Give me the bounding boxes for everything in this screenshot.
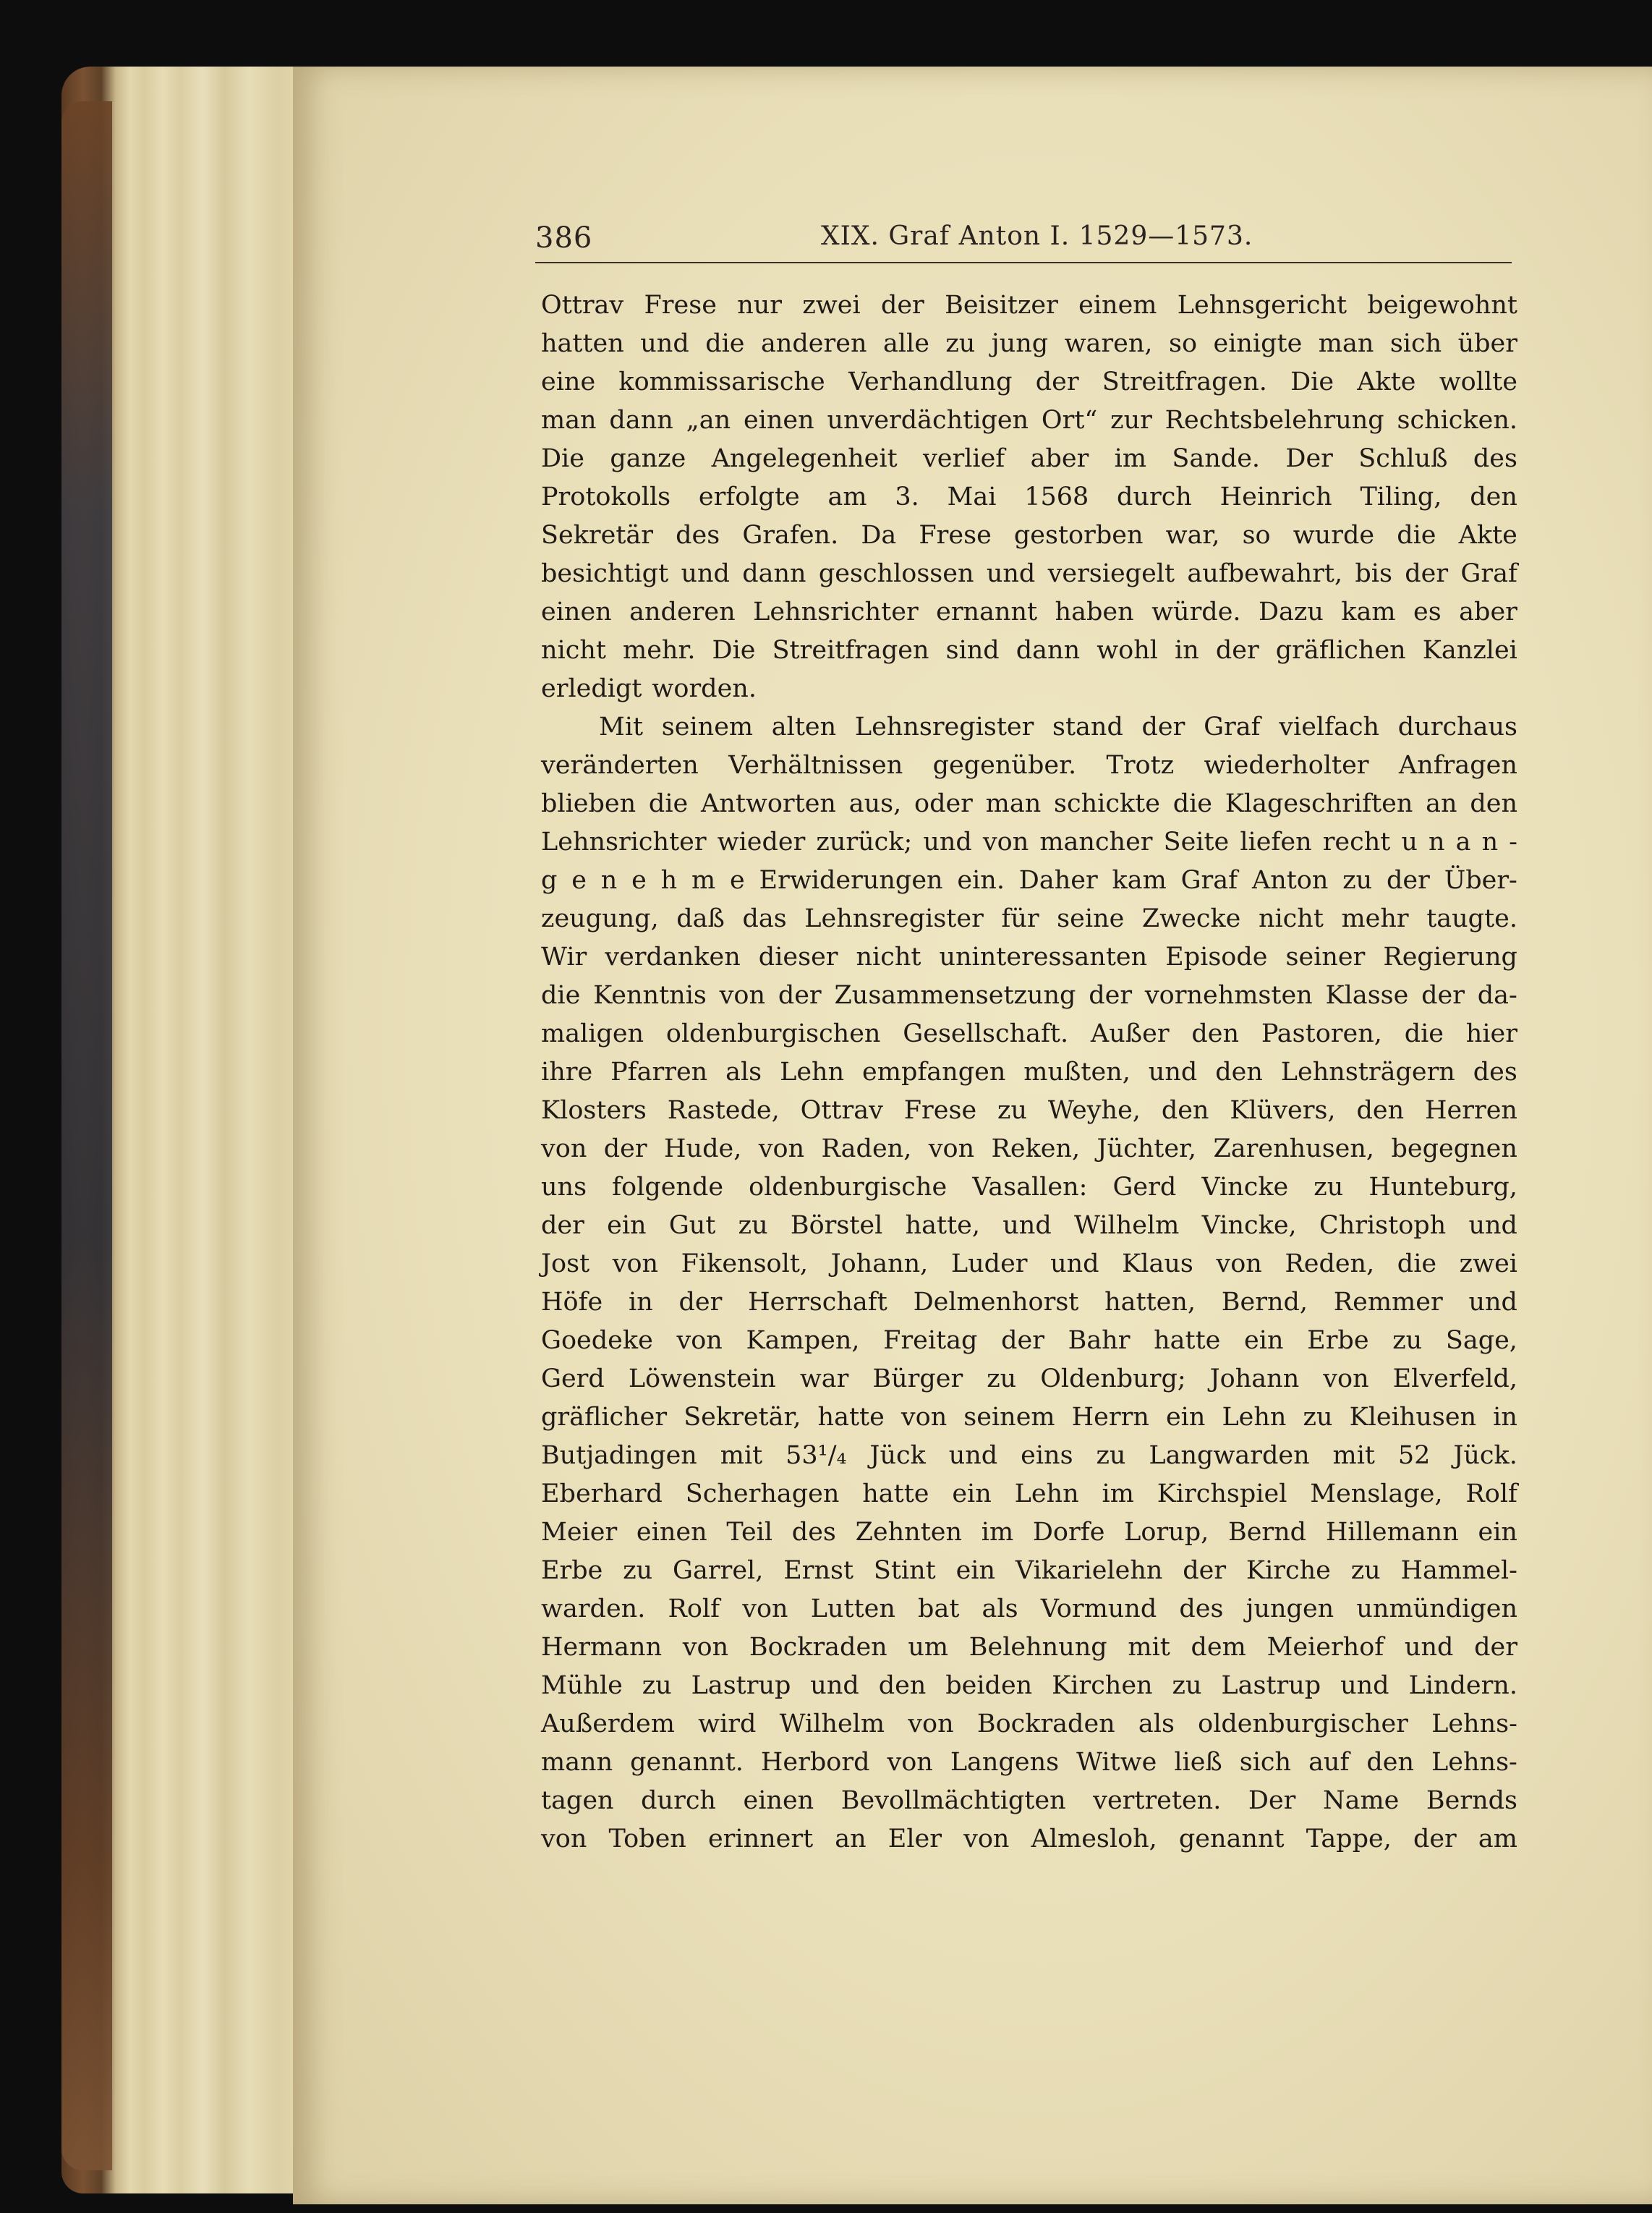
text-line: Meier einen Teil des Zehnten im Dorfe Lorup, Bernd Hillemann ein (541, 1518, 1517, 1547)
text-line: Höfe in der Herrschaft Delmenhorst hatten, Bernd, Remmer und (541, 1288, 1517, 1317)
text-line: Jost von Fikensolt, Johann, Luder und Klaus von Reden, die zwei (541, 1249, 1517, 1278)
text-line: Wir verdanken dieser nicht uninteressanten Episode seiner Regierung (541, 943, 1517, 972)
text-line: Außerdem wird Wilhelm von Bockraden als oldenburgischer Lehns- (541, 1709, 1517, 1738)
text-line: Lehnsrichter wieder zurück; und von mancher Seite liefen recht u n a n - (541, 828, 1517, 857)
text-line: Mit seinem alten Lehnsregister stand der Graf vielfach durchaus (599, 713, 1517, 742)
text-line: Butjadingen mit 53¹/₄ Jück und eins zu Langwarden mit 52 Jück. (541, 1441, 1517, 1470)
text-line: Eberhard Scherhagen hatte ein Lehn im Kirchspiel Menslage, Rolf (541, 1479, 1517, 1508)
text-line: von Toben erinnert an Eler von Almesloh, genannt Tappe, der am (541, 1825, 1517, 1853)
text-line: Klosters Rastede, Ottrav Frese zu Weyhe, den Klüvers, den Herren (541, 1096, 1517, 1125)
text-line: tagen durch einen Bevollmächtigten vertreten. Der Name Bernds (541, 1786, 1517, 1815)
page-number: 386 (535, 221, 593, 255)
text-line: besichtigt und dann geschlossen und versiegelt aufbewahrt, bis der Graf (541, 559, 1517, 588)
text-line: warden. Rolf von Lutten bat als Vormund des jungen unmündigen (541, 1594, 1517, 1623)
text-line: hatten und die anderen alle zu jung waren, so einigte man sich über (541, 329, 1517, 358)
text-line: Sekretär des Grafen. Da Frese gestorben war, so wurde die Akte (541, 521, 1517, 550)
text-line: der ein Gut zu Börstel hatte, und Wilhelm Vincke, Christoph und (541, 1211, 1517, 1240)
text-line: blieben die Antworten aus, oder man schickte die Klageschriften an den (541, 789, 1517, 818)
text-line: Gerd Löwenstein war Bürger zu Oldenburg; Johann von Elverfeld, (541, 1364, 1517, 1393)
text-line: Die ganze Angelegenheit verlief aber im Sande. Der Schluß des (541, 444, 1517, 473)
book-binding (61, 101, 112, 2170)
text-line: g e n e h m e Erwiderungen ein. Daher kam Graf Anton zu der Über- (541, 866, 1517, 895)
text-line: Protokolls erfolgte am 3. Mai 1568 durch Heinrich Tiling, den (541, 483, 1517, 511)
text-line: Goedeke von Kampen, Freitag der Bahr hatte ein Erbe zu Sage, (541, 1326, 1517, 1355)
text-line: ihre Pfarren als Lehn empfangen mußten, und den Lehnsträgern des (541, 1058, 1517, 1087)
text-line: uns folgende oldenburgische Vasallen: Gerd Vincke zu Hunteburg, (541, 1173, 1517, 1202)
text-line: einen anderen Lehnsrichter ernannt haben würde. Dazu kam es aber (541, 598, 1517, 626)
text-line: erledigt worden. (541, 674, 757, 703)
text-line: mann genannt. Herbord von Langens Witwe ließ sich auf den Lehns- (541, 1748, 1517, 1777)
text-line: Hermann von Bockraden um Belehnung mit dem Meierhof und der (541, 1633, 1517, 1662)
text-line: zeugung, daß das Lehnsregister für seine Zwecke nicht mehr taugte. (541, 904, 1517, 933)
text-line: gräflicher Sekretär, hatte von seinem Herrn ein Lehn zu Kleihusen in (541, 1403, 1517, 1432)
text-line: von der Hude, von Raden, von Reken, Jüchter, Zarenhusen, begegnen (541, 1134, 1517, 1163)
text-line: eine kommissarische Verhandlung der Streitfragen. Die Akte wollte (541, 368, 1517, 396)
text-line: nicht mehr. Die Streitfragen sind dann wohl in der gräflichen Kanzlei (541, 636, 1517, 665)
running-head: XIX. Graf Anton I. 1529—1573. (821, 221, 1253, 251)
body-text (541, 291, 1517, 1863)
text-line: die Kenntnis von der Zusammensetzung der vornehmsten Klasse der da- (541, 981, 1517, 1010)
text-line: maligen oldenburgischen Gesellschaft. Außer den Pastoren, die hier (541, 1019, 1517, 1048)
text-line: Ottrav Frese nur zwei der Beisitzer einem Lehnsgericht beigewohnt (541, 291, 1517, 320)
page-header (535, 221, 1512, 263)
text-line: Erbe zu Garrel, Ernst Stint ein Vikarielehn der Kirche zu Hammel- (541, 1556, 1517, 1585)
text-line: man dann „an einen unverdächtigen Ort“ zur Rechtsbelehrung schicken. (541, 406, 1517, 435)
text-line: veränderten Verhältnissen gegenüber. Trotz wiederholter Anfragen (541, 751, 1517, 780)
text-line: Mühle zu Lastrup und den beiden Kirchen zu Lastrup und Lindern. (541, 1671, 1517, 1700)
